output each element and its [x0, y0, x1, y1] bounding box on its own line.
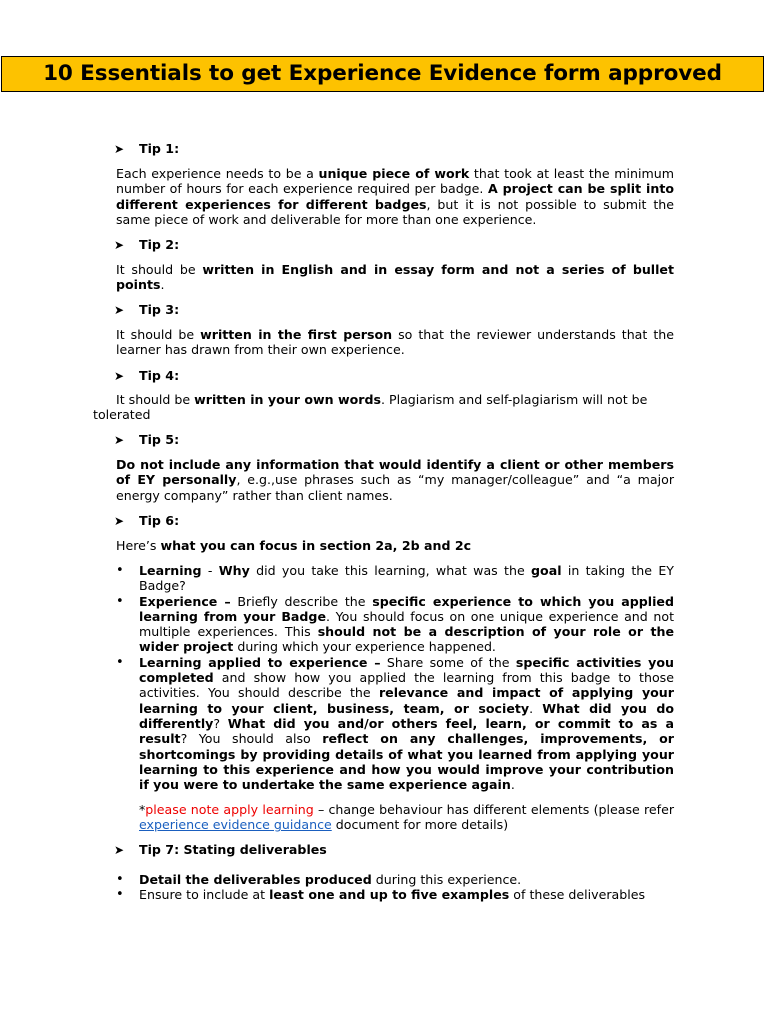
tip-2-text: It should be written in English and in essay form and not a series of bullet points. — [116, 262, 674, 293]
list-item-learning-applied: • Learning applied to experience – Share some of the specific activities you completed and show how you applied the learning from this badge to those activities. You should describe the relevance and impact of applying your learning to your client, business, team, or society. What did you do differently? What did you and/or others feel, learn, or commit to as a result? You should also reflect on any challenges, improvements, or shortcomings by providing details of what you learned from applying your learning to this experience and how you would improve your contribution if you were to undertake the same experience again. — [116, 655, 674, 793]
tip-2-heading: ➤ Tip 2: — [114, 237, 180, 252]
tip-6-intro: Here’s what you can focus in section 2a, 2b and 2c — [116, 538, 472, 553]
tip-3-text: It should be written in the first person so that the reviewer understands that the learner has drawn from their own experience. — [116, 327, 674, 358]
guidance-link[interactable]: experience evidence guidance — [139, 817, 332, 833]
tip-3-heading: ➤ Tip 3: — [114, 302, 180, 317]
tip-6-list — [116, 563, 674, 792]
arrowhead-bullet-icon: ➤ — [114, 369, 125, 383]
list-item-learning: • Learning - Why did you take this learning, what was the goal in taking the EY Badge? — [116, 563, 674, 594]
arrowhead-bullet-icon: ➤ — [114, 433, 125, 447]
tip-6-heading: ➤ Tip 6: — [114, 513, 180, 528]
arrowhead-bullet-icon: ➤ — [114, 303, 125, 317]
arrowhead-bullet-icon: ➤ — [114, 843, 125, 857]
tip-6-note: *please note apply learning – change behaviour has different elements (please refer experience evidence guidance document for more details) — [139, 802, 675, 833]
tip-4-heading: ➤ Tip 4: — [114, 368, 180, 383]
tip-7-list — [116, 872, 674, 903]
arrowhead-bullet-icon: ➤ — [114, 238, 125, 252]
list-item-examples: • Ensure to include at least one and up to five examples of these deliverables — [116, 887, 674, 902]
list-item-experience: • Experience – Briefly describe the specific experience to which you applied learning from your Badge. You should focus on one unique experience and not multiple experiences. This should not be a description of your role or the wider project during which your experience happened. — [116, 594, 674, 655]
tip-4-text-continued: tolerated — [93, 407, 151, 422]
arrowhead-bullet-icon: ➤ — [114, 514, 125, 528]
page-title: 10 Essentials to get Experience Evidence form approved — [43, 61, 722, 87]
list-item-deliverables: • Detail the deliverables produced during this experience. — [116, 872, 674, 887]
tip-1-text: Each experience needs to be a unique piece of work that took at least the minimum number of hours for each experience required per badge. A project can be split into different experiences for different badges, but it is not possible to submit the same piece of work and deliverable for more than one experience. — [116, 166, 674, 227]
tip-1-heading: ➤ Tip 1: — [114, 141, 180, 156]
tip-7-heading: ➤ Tip 7: Stating deliverables — [114, 842, 327, 857]
tip-5-text: Do not include any information that would identify a client or other members of EY personally, e.g.,use phrases such as “my manager/colleague” and “a major energy company” rather than client names. — [116, 457, 674, 503]
tip-4-text: It should be written in your own words. Plagiarism and self-plagiarism will not be — [116, 392, 648, 407]
tip-5-heading: ➤ Tip 5: — [114, 432, 180, 447]
title-banner — [1, 56, 764, 92]
arrowhead-bullet-icon: ➤ — [114, 142, 125, 156]
